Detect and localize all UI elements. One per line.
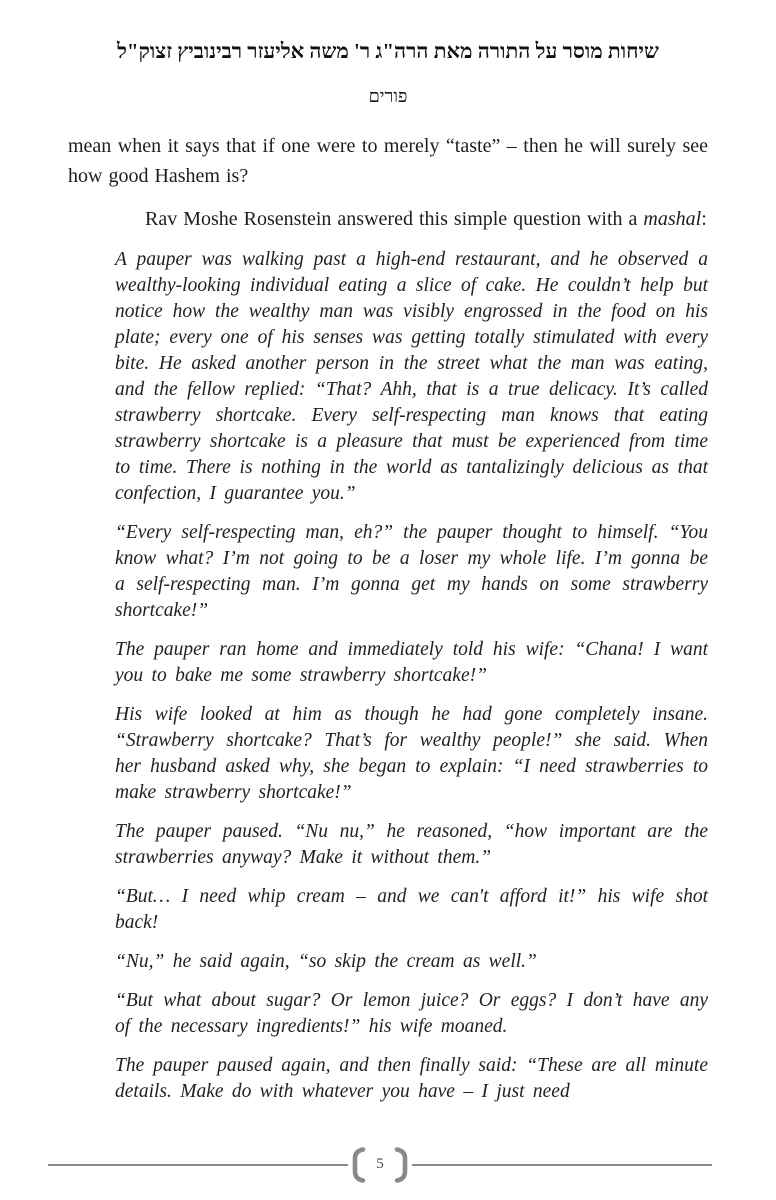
footer-rule-right (412, 1164, 712, 1166)
intro-paragraph (68, 204, 708, 234)
mashal-story-block (115, 247, 708, 1105)
story-paragraph-4: His wife looked at him as though he had gone completely insane. “Strawberry shortcake? That’s for wealthy people!” she said. When her husband asked why, she began to explain: “I need strawberries to make strawberry shortcake!” (115, 704, 708, 803)
story-paragraph-6: “But… I need whip cream – and we can't afford it!” his wife shot back! (115, 886, 708, 933)
page-body (68, 131, 708, 1105)
story-paragraph-2: “Every self-respecting man, eh?” the pauper thought to himself. “You know what? I’m not going to be a loser my whole life. I’m gonna be a self-respecting man. I’m gonna get my hands on some strawberry shortcake!” (115, 522, 708, 621)
hebrew-title: שיחות מוסר על התורה מאת הרה"ג ר' משה אליעזר רבינוביץ זצוק"ל (117, 39, 659, 63)
right-bracket-icon (393, 1146, 412, 1184)
story-paragraph-9: The pauper paused again, and then finally said: “These are all minute details. Make do with whatever you have – I just need (115, 1055, 708, 1102)
intro-paragraph-text: Rav Moshe Rosenstein answered this simple question with a (145, 208, 644, 230)
page-footer (48, 1146, 712, 1184)
story-paragraph-7: “Nu,” he said again, “so skip the cream as well.” (115, 951, 537, 972)
intro-paragraph-colon: : (701, 208, 707, 230)
mashal-italic-word: mashal (643, 208, 702, 230)
section-title-purim: פורים (368, 86, 408, 106)
story-paragraph-5: The pauper paused. “Nu nu,” he reasoned, “how important are the strawberries anyway? Make it without them.” (115, 821, 708, 868)
left-bracket-icon (348, 1146, 367, 1184)
continuation-paragraph: mean when it says that if one were to merely “taste” – then he will surely see how good Hashem is? (68, 135, 708, 187)
story-paragraph-3: The pauper ran home and immediately told his wife: “Chana! I want you to bake me some strawberry shortcake!” (115, 639, 708, 686)
footer-rule-left (48, 1164, 348, 1166)
story-paragraph-1: A pauper was walking past a high-end restaurant, and he observed a wealthy-looking individual eating a slice of cake. He couldn’t help but notice how the wealthy man was visibly engrossed in the food on his plate; every one of his senses was getting totally stimulated with every bite. He asked another person in the street what the man was eating, and the fellow replied: “That? Ahh, that is a true delicacy. It’s called strawberry shortcake. Every self-respecting man knows that eating strawberry shortcake is a pleasure that must be experienced from time to time. There is nothing in the world as tantalizingly delicious as that confection, I guarantee you.” (115, 249, 708, 504)
page-number: 5 (376, 1155, 384, 1172)
story-paragraph-8: “But what about sugar? Or lemon juice? Or eggs? I don’t have any of the necessary ingredients!” his wife moaned. (115, 990, 708, 1037)
